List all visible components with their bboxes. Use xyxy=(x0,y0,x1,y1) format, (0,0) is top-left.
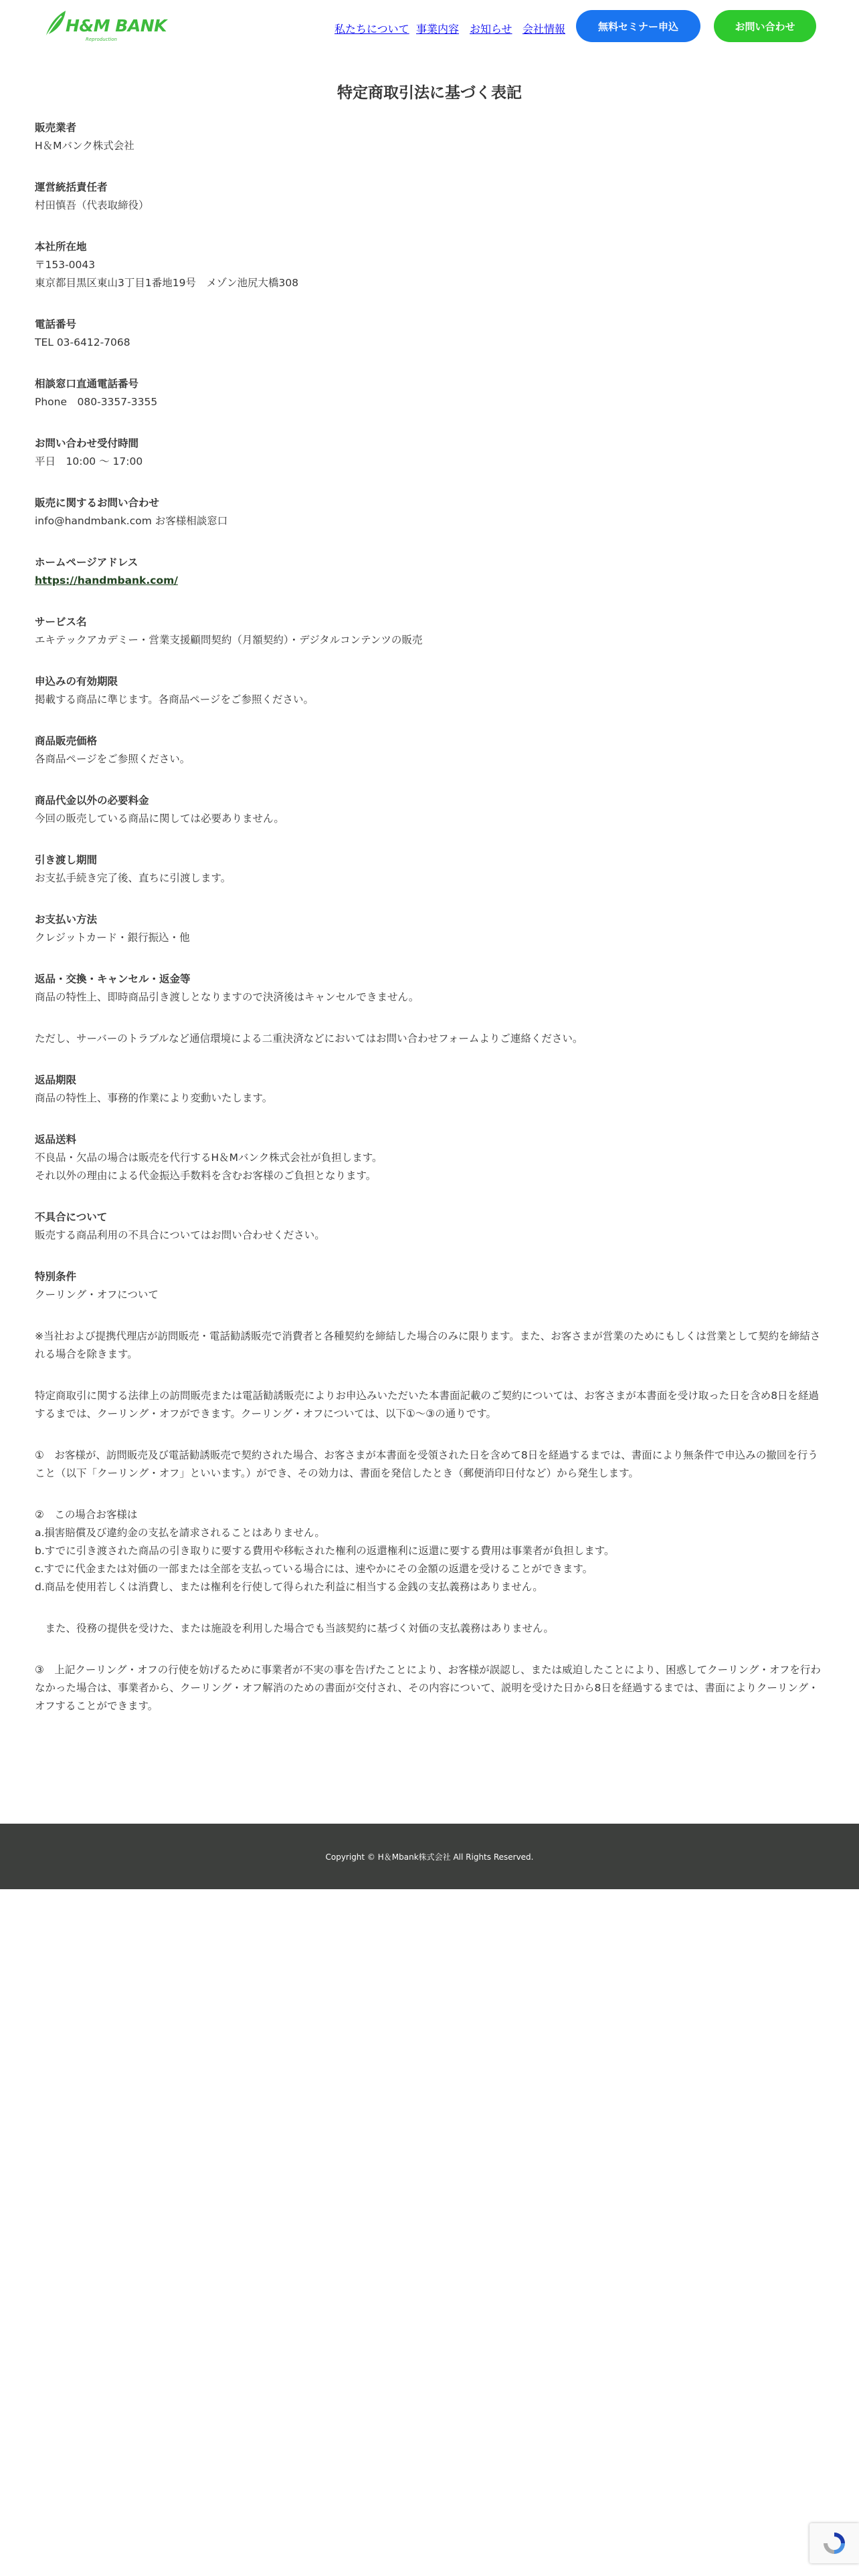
seminar-signup-button[interactable]: 無料セミナー申込 xyxy=(576,10,700,42)
section-label: 返品・交換・キャンセル・返金等 xyxy=(35,973,191,985)
info-section-phone xyxy=(35,316,824,352)
info-section-address xyxy=(35,238,824,292)
section-label: ホームページアドレス xyxy=(35,556,138,568)
item2-line: b.すでに引き渡された商品の引き取りに要する費用や移転された権利の返還権利に返還に要する費用は事業者が負担します。 xyxy=(35,1545,615,1557)
section-label: 商品代金以外の必要料金 xyxy=(35,794,149,807)
section-label: 商品販売価格 xyxy=(35,735,98,747)
section-label: 販売に関するお問い合わせ xyxy=(35,497,160,509)
info-section-homepage xyxy=(35,554,824,590)
copyright-text: Copyright © H＆Mbank株式会社 All Rights Reserved. xyxy=(325,1852,534,1862)
section-label: 特別条件 xyxy=(35,1271,77,1283)
cooling-off-scope: ※当社および提携代理店が訪問販売・電話勧誘販売で消費者と各種契約を締結した場合のみに限ります。また、お客さまが営業のためにもしくは営業として契約を締結される場合を除きます。 xyxy=(35,1330,821,1360)
page-title: 特定商取引法に基づく表記 xyxy=(337,84,522,102)
item2-line: a.損害賠償及び違約金の支払を請求されることはありません。 xyxy=(35,1527,325,1539)
section-value: 商品の特性上、事務的作業により変動いたします。 xyxy=(35,1092,273,1104)
nav-news[interactable]: お知らせ xyxy=(470,23,512,35)
nav-company[interactable]: 会社情報 xyxy=(522,23,566,35)
item2-line: c.すでに代金または対価の一部または全部を支払っている場合には、速やかにその金額の返還を受けることができます。 xyxy=(35,1563,593,1575)
logo-subtext: Reproduction xyxy=(86,37,117,42)
info-section-delivery xyxy=(35,851,824,887)
info-section-returns xyxy=(35,970,824,1006)
cooling-off-item-1: ① お客様が、訪問販売及び電話勧誘販売で契約された場合、お客さまが本書面を受領された日を含めて8日を経過するまでは、書面により無条件で申込みの撤回を行うこと（以下「クーリング・オフ」といいます。）ができ、その効力は、書面を発信したとき（郵便消印日付など）から発生します。 xyxy=(35,1449,818,1479)
section-value: 商品の特性上、即時商品引き渡しとなりますので決済後はキャンセルできません。 xyxy=(35,991,419,1003)
recaptcha-icon xyxy=(821,2530,848,2557)
section-label: 電話番号 xyxy=(35,318,77,330)
info-section-manager xyxy=(35,179,824,215)
section-label: お問い合わせ受付時間 xyxy=(35,437,139,449)
section-label: 本社所在地 xyxy=(35,241,87,253)
info-section-special-terms xyxy=(35,1268,824,1304)
section-value: 〒153-0043 xyxy=(35,259,96,271)
section-value: 不良品・欠品の場合は販売を代行するH＆Mバンク株式会社が負担します。 xyxy=(35,1152,383,1164)
section-value: 各商品ページをご参照ください。 xyxy=(35,753,191,765)
section-value: クレジットカード・銀行振込・他 xyxy=(35,932,190,944)
section-value: 村田慎吾（代表取締役） xyxy=(35,199,149,211)
info-section-return-period xyxy=(35,1071,824,1107)
homepage-link[interactable]: https://handmbank.com/ xyxy=(35,574,178,586)
section-value: TEL 03-6412-7068 xyxy=(35,336,130,348)
info-section-price xyxy=(35,732,824,768)
info-section-hours xyxy=(35,435,824,471)
item2-line: d.商品を使用若しくは消費し、または権利を行使して得られた利益に相当する金銭の支払義務はありません。 xyxy=(35,1581,543,1593)
section-value: 平日 10:00 〜 17:00 xyxy=(35,455,143,467)
section-label: 返品送料 xyxy=(35,1134,77,1146)
main-content xyxy=(35,119,824,1739)
section-value: 掲載する商品に準じます。各商品ページをご参照ください。 xyxy=(35,693,314,706)
item2-note: また、役務の提供を受けた、または施設を利用した場合でも当該契約に基づく対価の支払義務はありません。 xyxy=(35,1622,554,1634)
info-section-extra-fees xyxy=(35,792,824,828)
info-section-validity xyxy=(35,673,824,709)
cooling-off-item-2 xyxy=(35,1506,824,1596)
logo-text: H&M BANK xyxy=(66,16,167,35)
info-section-defects xyxy=(35,1208,824,1245)
section-value: Phone 080-3357-3355 xyxy=(35,396,158,408)
info-section-direct-phone xyxy=(35,375,824,411)
leaf-logo-icon xyxy=(41,8,68,40)
section-label: 申込みの有効期限 xyxy=(35,675,118,687)
section-label: 運営統括責任者 xyxy=(35,181,108,193)
info-section-service xyxy=(35,613,824,649)
section-label: 相談窓口直通電話番号 xyxy=(35,378,139,390)
section-label: 返品期限 xyxy=(35,1074,77,1086)
info-section-seller xyxy=(35,119,824,155)
recaptcha-badge[interactable] xyxy=(809,2523,859,2563)
section-label: 不具合について xyxy=(35,1211,108,1223)
site-header xyxy=(0,0,859,53)
section-value: 今回の販売している商品に関しては必要ありません。 xyxy=(35,813,284,825)
info-section-sales-inquiry xyxy=(35,494,824,530)
nav-about[interactable]: 私たちについて xyxy=(335,23,409,35)
section-value: クーリング・オフについて xyxy=(35,1289,159,1301)
section-label: サービス名 xyxy=(35,616,87,628)
section-label: 販売業者 xyxy=(35,122,77,134)
section-value: エキテックアカデミー・営業支援顧問契約（月額契約）・デジタルコンテンツの販売 xyxy=(35,634,423,646)
site-footer xyxy=(0,1824,859,1889)
section-value: お支払手続き完了後、直ちに引渡します。 xyxy=(35,872,231,884)
return-note: ただし、サーバーのトラブルなど通信環境による二重決済などにおいてはお問い合わせフォームよりご連絡ください。 xyxy=(35,1033,583,1045)
section-value: それ以外の理由による代金振込手数料を含むお客様のご負担となります。 xyxy=(35,1170,377,1182)
item2-title: ② この場合お客様は xyxy=(35,1509,138,1521)
nav-business[interactable]: 事業内容 xyxy=(416,23,460,35)
section-value: H＆Mバンク株式会社 xyxy=(35,140,134,152)
section-value: 販売する商品利用の不具合についてはお問い合わせください。 xyxy=(35,1229,325,1241)
logo[interactable] xyxy=(41,8,167,45)
info-section-return-shipping xyxy=(35,1131,824,1185)
section-value: info@handmbank.com お客様相談窓口 xyxy=(35,515,228,527)
section-value: 東京都目黒区東山3丁目1番地19号 メゾン池尻大橋308 xyxy=(35,277,299,289)
section-label: お支払い方法 xyxy=(35,914,98,926)
cooling-off-intro: 特定商取引に関する法律上の訪問販売または電話勧誘販売によりお申込みいただいた本書面記載のご契約については、お客さまが本書面を受け取った日を含め8日を経過するまでは、クーリング・オフができます。クーリング・オフについては、以下①〜③の通りです。 xyxy=(35,1390,820,1420)
section-label: 引き渡し期間 xyxy=(35,854,98,866)
contact-button[interactable]: お問い合わせ xyxy=(714,10,816,42)
cooling-off-item-3: ③ 上記クーリング・オフの行使を妨げるために事業者が不実の事を告げたことにより、お客様が誤認し、または威迫したことにより、困惑してクーリング・オフを行わなかった場合は、事業者から、クーリング・オフ解消のための書面が交付され、その内容について、説明を受けた日から8日を経過するまでは、書面によりクーリング・オフすることができます。 xyxy=(35,1664,821,1712)
info-section-payment xyxy=(35,911,824,947)
